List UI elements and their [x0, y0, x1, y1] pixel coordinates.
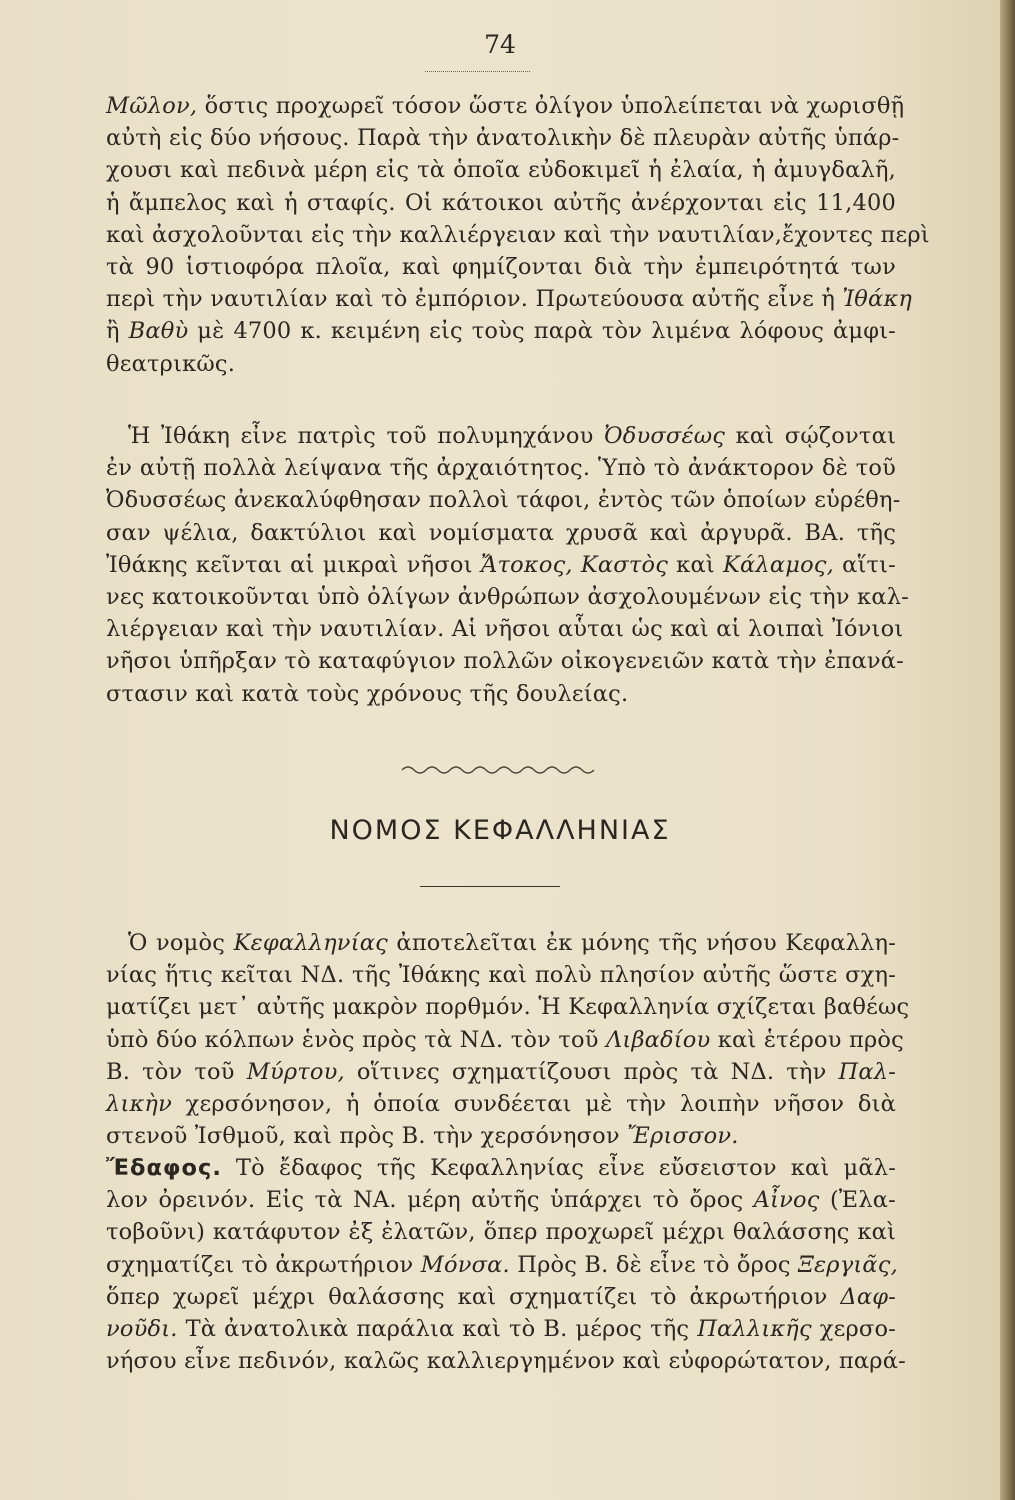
text-line: ἐν αὐτῇ πολλὰ λείψανα τῆς ἀρχαιότητος. Ὑπὸ τὸ ἀνάκτορον δὲ τοῦ: [106, 455, 896, 482]
text-line: τοβοῦνι) κατάφυτον ἐξ ἐλατῶν, ὅπερ προχωρεῖ μέχρι θαλάσσης καὶ: [106, 1219, 896, 1246]
book-binding-edge: [1000, 0, 1015, 1500]
text-line: ἡ ἄμπελος καὶ ἡ σταφίς. Οἱ κάτοικοι αὐτῆς ἀνέρχονται εἰς 11,400: [106, 189, 896, 216]
paragraph-ithaca-description: [106, 90, 930, 380]
text-line: στασιν καὶ κατὰ τοὺς χρόνους τῆς δουλείας.: [106, 680, 629, 707]
text-line: λον ὀρεινόν. Εἰς τὰ ΝΑ. μέρη αὐτῆς ὑπάρχει τὸ ὄρος Αἶνος (Ἐλα-: [106, 1187, 896, 1214]
text-line: Ὁ νομὸς Κεφαλληνίας ἀποτελεῖται ἐκ μόνης τῆς νήσου Κεφαλλη-: [128, 930, 896, 956]
text-line: θεατρικῶς.: [106, 350, 236, 377]
heading-rule: [420, 886, 560, 887]
text-line: καὶ ἀσχολοῦνται εἰς τὴν καλλιέργειαν καὶ τὴν ναυτιλίαν,ἔχοντες περὶ: [106, 221, 930, 248]
text-line: ἢ Βαθὺ μὲ 4700 κ. κειμένη εἰς τοὺς παρὰ τὸν λιμένα λόφους ἀμφι-: [106, 318, 896, 345]
text-line: ὅπερ χωρεῖ μέχρι θαλάσσης καὶ σχηματίζει τὸ ἀκρωτήριον Δαφ-: [106, 1283, 896, 1310]
text-line: περὶ τὴν ναυτιλίαν καὶ τὸ ἐμπόριον. Πρωτεύουσα αὐτῆς εἶνε ἡ Ἰθάκη: [106, 286, 913, 313]
text-line: λιέργειαν καὶ τὴν ναυτιλίαν. Αἱ νῆσοι αὗται ὡς καὶ αἱ λοιπαὶ Ἰόνιοι: [106, 616, 904, 643]
text-line: ματίζει μετ᾽ αὐτῆς μακρὸν πορθμόν. Ἡ Κεφαλληνία σχίζεται βαθέως: [106, 994, 910, 1021]
text-line: σχηματίζει τὸ ἀκρωτήριον Μόνσα. Πρὸς Β. δὲ εἶνε τὸ ὄρος Ξεργιᾶς,: [106, 1251, 898, 1278]
paragraph-kefalonia-terrain: [106, 1152, 906, 1377]
text-line: Ὀδυσσέως ἀνεκαλύφθησαν πολλοὶ τάφοι, ἐντὸς τῶν ὁποίων εὑρέθη-: [106, 487, 901, 514]
text-line: νῆσοι ὑπῆρξαν τὸ καταφύγιον πολλῶν οἰκογενειῶν κατὰ τὴν ἐπανά-: [106, 648, 904, 675]
text-line: λικὴν χερσόνησον, ἡ ὁποία συνδέεται μὲ τὴν λοιπὴν νῆσον διὰ: [106, 1091, 896, 1118]
text-line: νίας ἥτις κεῖται ΝΔ. τῆς Ἰθάκης καὶ πολὺ πλησίον αὐτῆς ὥστε σχη-: [106, 962, 896, 989]
text-line: νήσου εἶνε πεδινόν, καλῶς καλλιεργημένον καὶ εὐφορώτατον, παρά-: [106, 1348, 906, 1375]
text-line: Ἡ Ἰθάκη εἶνε πατρὶς τοῦ πολυμηχάνου Ὀδυσσέως καὶ σῴζονται: [128, 423, 896, 449]
text-line: χουσι καὶ πεδινὰ μέρη εἰς τὰ ὁποῖα εὐδοκιμεῖ ἡ ἐλαία, ἡ ἀμυγδαλῆ,: [106, 157, 896, 184]
paragraph-ithaca-history: [106, 420, 909, 710]
text-line: Β. τὸν τοῦ Μύρτου, οἵτινες σχηματίζουσι πρὸς τὰ ΝΔ. τὴν Παλ-: [106, 1058, 896, 1085]
text-line: σαν ψέλια, δακτύλιοι καὶ νομίσματα χρυσᾶ καὶ ἀργυρᾶ. ΒΑ. τῆς: [106, 519, 896, 546]
subheading-terrain: Ἔδαφος.: [106, 1155, 222, 1181]
text-line: στενοῦ Ἰσθμοῦ, καὶ πρὸς Β. τὴν χερσόνησον Ἔρισσον.: [106, 1123, 739, 1150]
page-number: 74: [484, 30, 516, 59]
text-line: Μῶλον, ὅστις προχωρεῖ τόσον ὥστε ὀλίγον ὑπολείπεται νὰ χωρισθῇ: [106, 93, 905, 119]
section-heading: ΝΟΜΟΣ ΚΕΦΑΛΛΗΝΙΑΣ: [329, 815, 671, 846]
text-line: τὰ 90 ἱστιοφόρα πλοῖα, καὶ φημίζονται διὰ τὴν ἐμπειρότητά των: [106, 254, 896, 281]
section-ornament: [400, 760, 600, 780]
text-line: ὑπὸ δύο κόλπων ἑνὸς πρὸς τὰ ΝΔ. τὸν τοῦ Λιβαδίου καὶ ἑτέρου πρὸς: [106, 1026, 904, 1053]
page-number-rule: [425, 71, 530, 72]
text-line: Ἰθάκης κεῖνται αἱ μικραὶ νῆσοι Ἄτοκος, Καστὸς καὶ Κάλαμος, αἵτι-: [106, 551, 896, 578]
text-line: Ἔδαφος. Τὸ ἔδαφος τῆς Κεφαλληνίας εἶνε εὔσειστον καὶ μᾶλ-: [106, 1155, 896, 1181]
text-line: νοῦδι. Τὰ ἀνατολικὰ παράλια καὶ τὸ Β. μέρος τῆς Παλλικῆς χερσο-: [106, 1316, 896, 1343]
paragraph-kefalonia-geography: [106, 927, 910, 1152]
text-line: νες κατοικοῦνται ὑπὸ ὀλίγων ἀνθρώπων ἀσχολουμένων εἰς τὴν καλ-: [106, 584, 909, 611]
text-line: αὐτὴ εἰς δύο νήσους. Παρὰ τὴν ἀνατολικὴν δὲ πλευρὰν αὐτῆς ὑπάρ-: [106, 125, 900, 152]
